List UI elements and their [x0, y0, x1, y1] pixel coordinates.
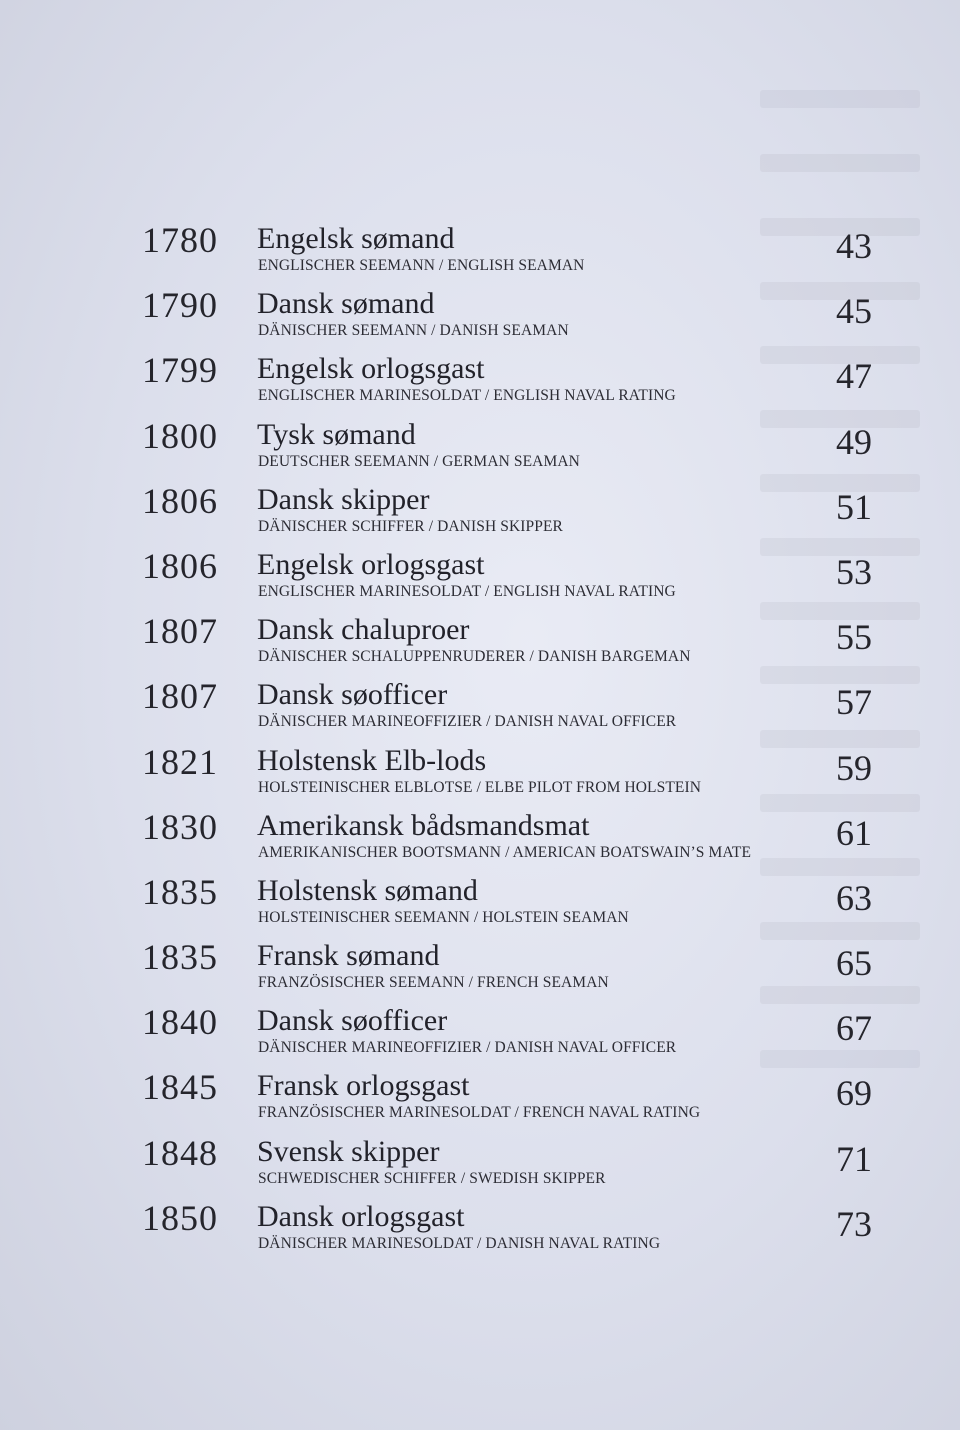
entry-page-number: 65	[836, 943, 872, 984]
entry-page-number: 67	[836, 1008, 872, 1049]
entry-subtitle: DÄNISCHER MARINEOFFIZIER / DANISH NAVAL OFFICER	[258, 713, 677, 731]
toc-entry	[0, 674, 960, 739]
entry-subtitle: DÄNISCHER SCHIFFER / DANISH SKIPPER	[258, 517, 563, 535]
entry-title: Engelsk orlogsgast	[257, 547, 485, 581]
entry-title: Fransk sømand	[257, 939, 440, 973]
toc-entry	[0, 1131, 960, 1196]
entry-subtitle: ENGLISCHER SEEMANN / ENGLISH SEAMAN	[258, 257, 585, 274]
entry-title: Svensk skipper	[257, 1134, 440, 1168]
entry-year: 1848	[142, 1132, 218, 1173]
entry-year: 1806	[142, 480, 218, 521]
entry-page-number: 71	[836, 1138, 872, 1179]
toc-entry	[0, 544, 960, 609]
entry-year: 1807	[142, 676, 218, 717]
entry-subtitle: HOLSTEINISCHER ELBLOTSE / ELBE PILOT FROM HOLSTEIN	[258, 778, 702, 796]
entry-page-number: 43	[836, 226, 872, 266]
entry-subtitle: ENGLISCHER MARINESOLDAT / ENGLISH NAVAL RATING	[258, 387, 676, 405]
entry-page-number: 55	[836, 617, 872, 658]
entry-title: Holstensk Elb-lods	[257, 743, 487, 777]
entry-title: Dansk orlogsgast	[257, 1199, 465, 1233]
toc-entry	[0, 414, 960, 479]
entry-title: Dansk sømand	[257, 287, 435, 321]
entry-subtitle: FRANZÖSISCHER SEEMANN / FRENCH SEAMAN	[258, 974, 609, 992]
toc-entry	[0, 805, 960, 870]
entry-subtitle: ENGLISCHER MARINESOLDAT / ENGLISH NAVAL RATING	[258, 582, 676, 600]
entry-title: Tysk sømand	[257, 417, 416, 451]
entry-year: 1850	[142, 1197, 218, 1238]
entry-subtitle: FRANZÖSISCHER MARINESOLDAT / FRENCH NAVAL RATING	[258, 1104, 701, 1122]
entry-year: 1835	[142, 937, 218, 978]
entry-title: Fransk orlogsgast	[257, 1069, 470, 1103]
toc-entry	[0, 348, 960, 413]
table-of-contents	[0, 218, 960, 1261]
entry-page-number: 57	[836, 682, 872, 723]
entry-year: 1800	[142, 415, 218, 456]
entry-year: 1835	[142, 871, 218, 912]
entry-year: 1845	[142, 1067, 218, 1108]
entry-subtitle: DÄNISCHER MARINESOLDAT / DANISH NAVAL RATING	[258, 1234, 661, 1252]
entry-year: 1806	[142, 545, 218, 586]
entry-year: 1790	[142, 285, 218, 326]
entry-year: 1830	[142, 806, 218, 847]
entry-page-number: 63	[836, 877, 872, 918]
entry-title: Engelsk sømand	[257, 222, 455, 255]
toc-entry	[0, 283, 960, 348]
entry-page-number: 45	[836, 291, 872, 332]
entry-title: Dansk chaluproer	[257, 613, 470, 647]
toc-entry	[0, 479, 960, 544]
entry-title: Dansk søofficer	[257, 1004, 448, 1038]
entry-page-number: 51	[836, 486, 872, 527]
entry-subtitle: DÄNISCHER SCHALUPPENRUDERER / DANISH BARGEMAN	[258, 648, 691, 666]
entry-title: Engelsk orlogsgast	[257, 352, 485, 386]
toc-entry	[0, 740, 960, 805]
entry-subtitle: DÄNISCHER MARINEOFFIZIER / DANISH NAVAL OFFICER	[258, 1039, 677, 1057]
entry-subtitle: DEUTSCHER SEEMANN / GERMAN SEAMAN	[258, 452, 580, 470]
entry-page-number: 49	[836, 421, 872, 462]
entry-year: 1821	[142, 741, 218, 782]
toc-entry	[0, 935, 960, 1000]
entry-page-number: 47	[836, 356, 872, 397]
entry-page-number: 59	[836, 747, 872, 788]
toc-entry	[0, 1000, 960, 1065]
entry-subtitle: HOLSTEINISCHER SEEMANN / HOLSTEIN SEAMAN	[258, 908, 629, 926]
entry-page-number: 73	[836, 1203, 872, 1244]
entry-title: Amerikansk bådsmandsmat	[257, 808, 590, 842]
entry-subtitle: AMERIKANISCHER BOOTSMANN / AMERICAN BOATSWAIN’S MATE	[258, 843, 752, 861]
entry-page-number: 53	[836, 551, 872, 592]
entry-subtitle: SCHWEDISCHER SCHIFFER / SWEDISH SKIPPER	[258, 1169, 606, 1187]
toc-entry	[0, 1196, 960, 1261]
entry-subtitle: DÄNISCHER SEEMANN / DANISH SEAMAN	[258, 322, 569, 340]
toc-entry	[0, 870, 960, 935]
entry-title: Dansk skipper	[257, 482, 430, 516]
entry-year: 1807	[142, 611, 218, 652]
entry-year: 1840	[142, 1002, 218, 1043]
entry-page-number: 69	[836, 1073, 872, 1114]
toc-entry	[0, 609, 960, 674]
entry-year: 1799	[142, 350, 218, 391]
toc-entry	[0, 1065, 960, 1130]
entry-page-number: 61	[836, 812, 872, 853]
toc-entry	[0, 218, 960, 283]
entry-title: Dansk søofficer	[257, 678, 448, 712]
entry-title: Holstensk sømand	[257, 873, 478, 907]
entry-year: 1780	[142, 220, 218, 260]
